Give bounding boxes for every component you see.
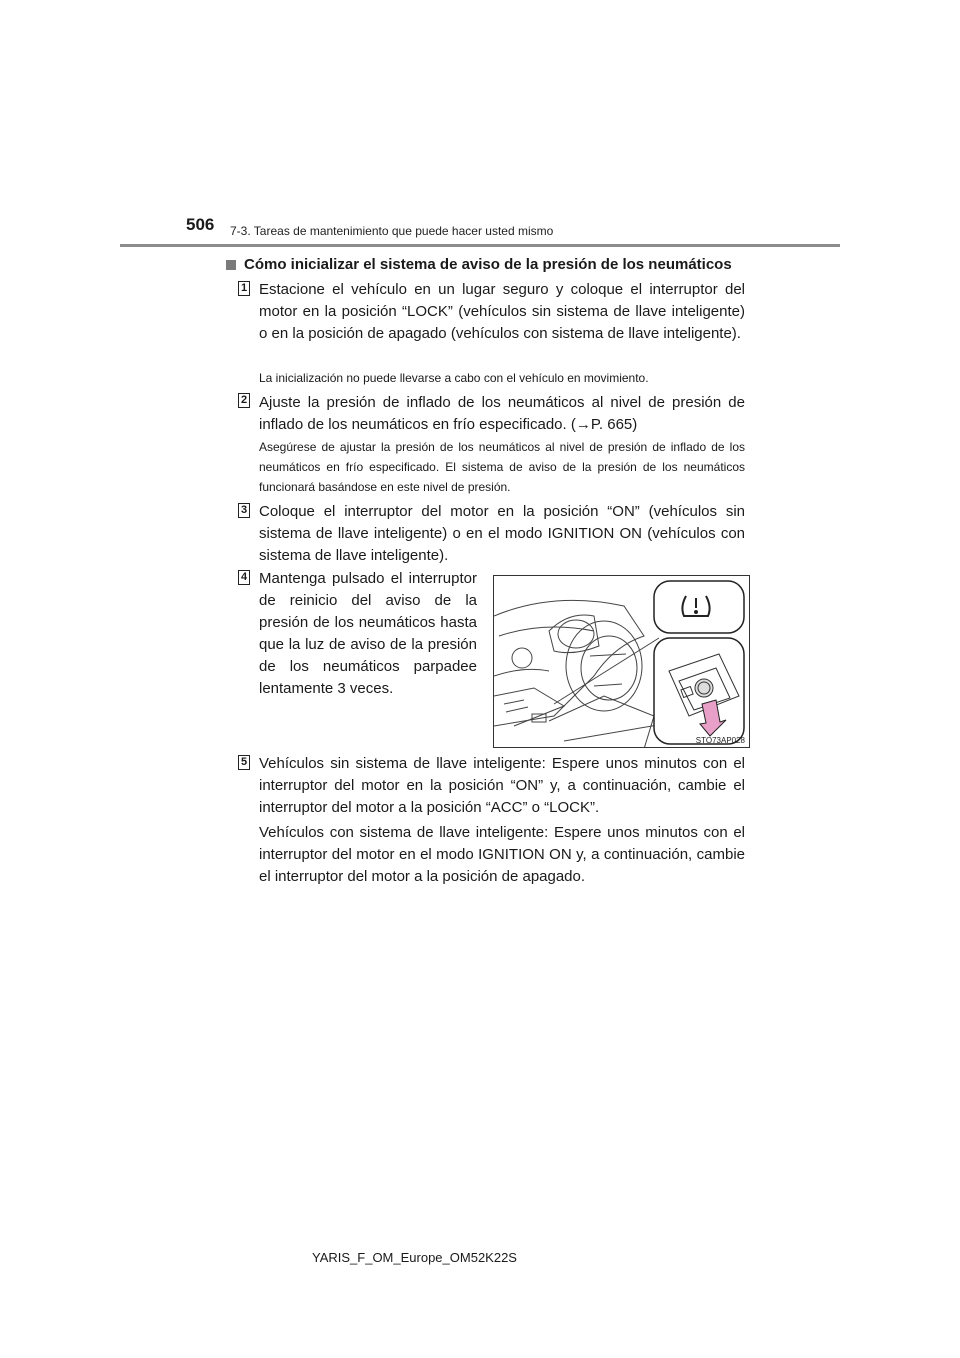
step-number-1: 1 — [238, 281, 250, 296]
heading-square-icon — [226, 260, 236, 270]
footer-document-id: YARIS_F_OM_Europe_OM52K22S — [312, 1250, 517, 1265]
figure-code: STO73AP028 — [695, 736, 745, 745]
header-rule — [120, 244, 840, 247]
step-number-5: 5 — [238, 755, 250, 770]
step-1-note: La inicialización no puede llevarse a cabo con el vehículo en movimiento. — [259, 371, 649, 385]
dashboard-illustration — [493, 575, 750, 748]
procedure-heading — [226, 256, 732, 273]
step-4-text: Mantenga pulsado el interruptor de reinicio del aviso de la presión de los neumáticos hasta que la luz de aviso de la presión de los neumáticos parpadee lentamente 3 veces. — [259, 570, 477, 697]
step-1-text: Estacione el vehículo en un lugar seguro y coloque el interruptor del motor en la posición “LOCK” (vehículos sin sistema de llave inteligente) o en la posición de apagado (vehículos con sistema de llave inteligente). — [259, 281, 745, 342]
step-number-4: 4 — [238, 570, 250, 585]
step-3-text: Coloque el interruptor del motor en la posición “ON” (vehículos sin sistema de llave inteligente) o en el modo IGNITION ON (vehículos con sistema de llave inteligente). — [259, 503, 745, 564]
step-2-text: Ajuste la presión de inflado de los neumáticos al nivel de presión de inflado de los neumáticos en frío especificado. (→P. 665) — [259, 394, 745, 433]
step-number-2: 2 — [238, 393, 250, 408]
step-5-text: Vehículos sin sistema de llave inteligente: Espere unos minutos con el interruptor del motor en la posición “ON” y, a continuación, cambie el interruptor del motor a la posición “ACC” o “LOCK”. — [259, 755, 745, 816]
step-5-text-2: Vehículos con sistema de llave inteligente: Espere unos minutos con el interruptor del motor en el modo IGNITION ON y, a continuación, cambie el interruptor del motor a la posición de apagado. — [259, 824, 745, 885]
step-2-note: Asegúrese de ajustar la presión de los neumáticos al nivel de presión de inflado de los neumáticos en frío especificado. El sistema de aviso de la presión de los neumáticos funcionará basándose en este nivel de presión. — [259, 440, 745, 494]
page-number: 506 — [186, 215, 215, 234]
heading-text: Cómo inicializar el sistema de aviso de la presión de los neumáticos — [244, 256, 732, 273]
section-header: 7-3. Tareas de mantenimiento que puede hacer usted mismo — [230, 224, 554, 238]
step-number-3: 3 — [238, 503, 250, 518]
dashboard-drawing — [494, 576, 750, 748]
warning-light-callout — [654, 581, 744, 633]
